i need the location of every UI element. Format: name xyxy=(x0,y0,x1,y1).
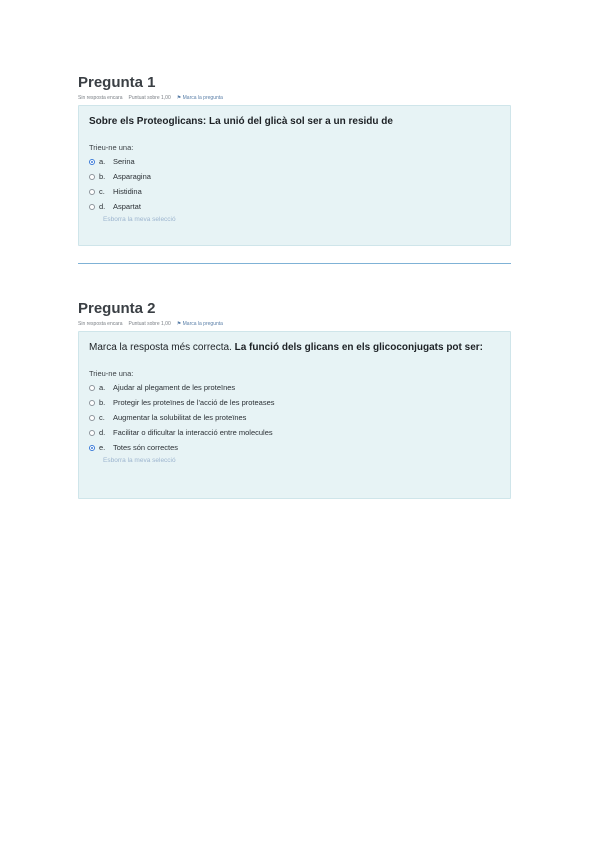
answer-text: Serina xyxy=(113,157,135,166)
radio-button[interactable] xyxy=(89,415,95,421)
radio-button[interactable] xyxy=(89,204,95,210)
answer-option-c[interactable] xyxy=(89,410,500,425)
answer-text: Histidina xyxy=(113,187,142,196)
answer-option-d[interactable] xyxy=(89,425,500,440)
answer-text: Facilitar o dificultar la interacció entre molecules xyxy=(113,428,273,437)
radio-button[interactable] xyxy=(89,189,95,195)
choose-label: Trieu-ne una: xyxy=(89,369,134,378)
answer-letter: a. xyxy=(99,157,106,166)
question-2 xyxy=(78,300,511,499)
clear-selection-link[interactable]: Esborra la meva selecció xyxy=(103,457,176,464)
answer-list xyxy=(89,380,500,455)
answer-option-a[interactable] xyxy=(89,154,500,169)
answer-text: Augmentar la solubilitat de les proteïnes xyxy=(113,413,247,422)
question-status: Sin resposta encara xyxy=(78,95,123,101)
question-text xyxy=(89,114,500,129)
answer-text: Protegir les proteïnes de l'acció de les proteases xyxy=(113,398,275,407)
question-content xyxy=(78,105,511,246)
answer-letter: d. xyxy=(99,428,106,437)
answer-option-b[interactable] xyxy=(89,395,500,410)
answer-letter: c. xyxy=(99,413,105,422)
answer-text: Aspartat xyxy=(113,202,141,211)
radio-button[interactable] xyxy=(89,385,95,391)
choose-label: Trieu-ne una: xyxy=(89,143,134,152)
question-text xyxy=(89,340,500,355)
question-status: Sin resposta encara xyxy=(78,321,123,327)
radio-button-selected[interactable] xyxy=(89,159,95,165)
radio-button-selected[interactable] xyxy=(89,445,95,451)
answer-text: Asparagina xyxy=(113,172,151,181)
answer-option-e[interactable] xyxy=(89,440,500,455)
question-score: Puntuat sobre 1,00 xyxy=(128,95,171,101)
question-separator xyxy=(78,263,511,264)
flag-question-link[interactable]: ⚑ Marca la pregunta xyxy=(176,321,223,327)
clear-selection-link[interactable]: Esborra la meva selecció xyxy=(103,216,176,223)
flag-question-label: Marca la pregunta xyxy=(182,321,223,327)
question-title: Pregunta 2 xyxy=(78,300,156,317)
question-info xyxy=(78,321,511,327)
radio-button[interactable] xyxy=(89,174,95,180)
question-bold-text: Sobre els Proteoglicans: La unió del glicà sol ser a un residu de xyxy=(89,116,393,127)
flag-question-link[interactable]: ⚑ Marca la pregunta xyxy=(176,95,223,101)
question-title: Pregunta 1 xyxy=(78,74,156,91)
answer-text: Totes són correctes xyxy=(113,443,179,452)
answer-option-a[interactable] xyxy=(89,380,500,395)
answer-option-b[interactable] xyxy=(89,169,500,184)
answer-letter: a. xyxy=(99,383,106,392)
question-prefix: Marca la resposta més correcta. xyxy=(89,342,235,353)
answer-option-d[interactable] xyxy=(89,199,500,214)
question-info xyxy=(78,95,511,101)
question-content xyxy=(78,331,511,499)
answer-letter: e. xyxy=(99,443,106,452)
radio-button[interactable] xyxy=(89,400,95,406)
question-score: Puntuat sobre 1,00 xyxy=(128,321,171,327)
answer-option-c[interactable] xyxy=(89,184,500,199)
radio-button[interactable] xyxy=(89,430,95,436)
answer-text: Ajudar al plegament de les proteïnes xyxy=(113,383,236,392)
question-1 xyxy=(78,74,511,246)
answer-list xyxy=(89,154,500,214)
question-bold-text: La funció dels glicans en els glicoconjugats pot ser: xyxy=(234,342,483,353)
flag-question-label: Marca la pregunta xyxy=(182,95,223,101)
answer-letter: b. xyxy=(99,398,106,407)
answer-letter: d. xyxy=(99,202,106,211)
answer-letter: c. xyxy=(99,187,105,196)
answer-letter: b. xyxy=(99,172,106,181)
